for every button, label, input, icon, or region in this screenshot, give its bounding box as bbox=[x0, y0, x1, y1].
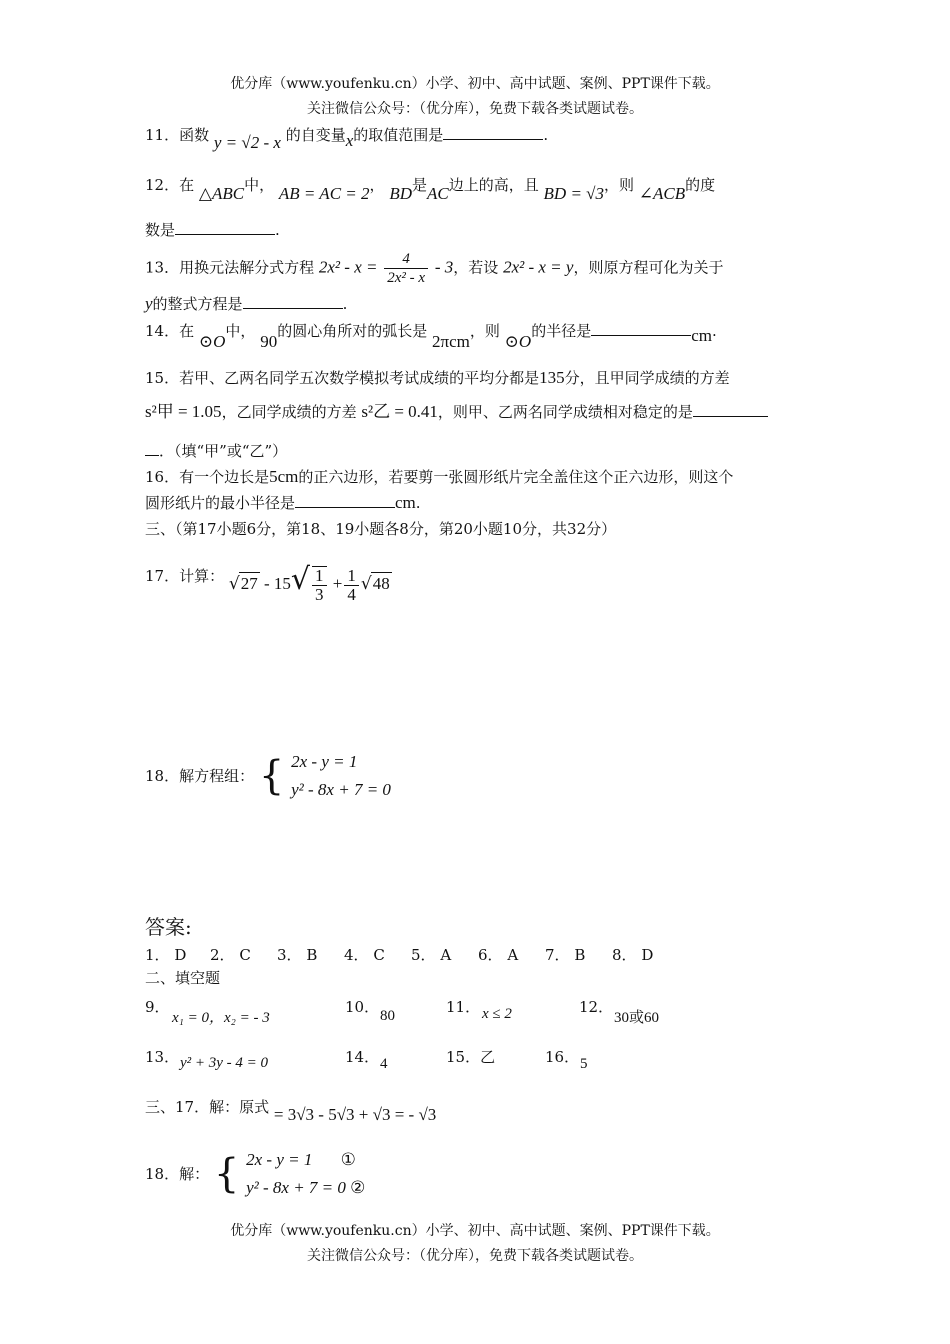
fill-answer-number: 13． bbox=[145, 1048, 180, 1066]
q18-eq2: y² - 8x + 7 = 0 bbox=[291, 780, 391, 799]
q12-shi: 是 bbox=[411, 176, 427, 194]
q17-number: 17． bbox=[145, 566, 180, 585]
answer-18 bbox=[145, 1146, 810, 1206]
q12-ac: AC bbox=[427, 184, 449, 203]
q13-pre: 用换元法解分式方程 bbox=[179, 258, 315, 277]
q18-number: 18． bbox=[145, 767, 180, 785]
q13-line2-var: y bbox=[145, 294, 153, 313]
q11-number: 11． bbox=[145, 126, 180, 144]
question-15 bbox=[145, 367, 810, 389]
question-14 bbox=[145, 320, 810, 353]
q12-dedu: 的度 bbox=[685, 176, 716, 194]
q13-post: ，则原方程可化为关于 bbox=[573, 258, 724, 277]
fill-answers-title: 二、填空题 bbox=[145, 969, 221, 987]
q18-label: 解方程组： bbox=[179, 767, 255, 785]
q15-line1b: 分，且甲同学成绩的方差 bbox=[564, 369, 730, 387]
q13-answer-blank bbox=[243, 294, 343, 309]
q17-expression: √27 - 15√ $\frac{1}{3}$ + $\frac{1}{4}$ √48 bbox=[228, 561, 390, 604]
answer-17-expression: = 3√3 - 5√3 + √3 = - √3 bbox=[273, 1105, 437, 1124]
section-3-heading: 三、（第17小题6分，第18、19小题各8分，第20小题10分，共32分） bbox=[145, 520, 617, 538]
q14-arc: 2πcm bbox=[432, 332, 470, 351]
fill-answer-number: 12． bbox=[579, 998, 614, 1016]
question-12-line-2 bbox=[145, 219, 810, 241]
q16-length: 5cm bbox=[269, 467, 299, 486]
fill-answer-value: 80 bbox=[380, 1008, 395, 1024]
q12-pre: 在 bbox=[179, 176, 195, 194]
q13-sub: 2x² - x = y bbox=[503, 257, 574, 277]
q15-line1: 若甲、乙两名同学五次数学模拟考试成绩的平均分都是 bbox=[179, 369, 540, 387]
q12-zhong: 中， bbox=[244, 176, 275, 194]
fill-answer-value: x ≤ 2 bbox=[482, 1006, 512, 1022]
fill-answer-number: 15．乙 bbox=[446, 1048, 496, 1066]
question-12 bbox=[145, 174, 810, 205]
fill-answer-value: 30或60 bbox=[614, 1010, 660, 1026]
q15-avg: 135 bbox=[539, 368, 565, 387]
answer-18-eq2: y² - 8x + 7 = 0 bbox=[246, 1178, 346, 1197]
answers-title: 答案: bbox=[145, 915, 192, 939]
q11-pre: 函数 bbox=[179, 126, 210, 144]
q16-unit: cm bbox=[395, 493, 416, 512]
answer-17-label: 三、17．解：原式 bbox=[145, 1098, 270, 1116]
fill-answer-number: 16． bbox=[545, 1048, 580, 1066]
footer-line-2: 关注微信公众号：（优分库），免费下载各类试题试卷。 bbox=[307, 1248, 643, 1264]
fill-answer-number: 10． bbox=[345, 998, 380, 1016]
q12-equation: AB = AC = 2 bbox=[278, 184, 370, 203]
q17-label: 计算： bbox=[179, 566, 225, 585]
q11-mid: 的自变量 bbox=[285, 126, 346, 144]
q11-post: 的取值范围是 bbox=[353, 126, 444, 144]
header-line-1: 优分库（www.youfenku.cn）小学、初中、高中试题、案例、PPT课件下载。 bbox=[230, 76, 720, 92]
q12-ze: ，则 bbox=[604, 176, 635, 194]
q13-frac-num: 4 bbox=[384, 250, 428, 269]
q14-circle: ⊙O bbox=[198, 332, 226, 351]
mc-answer: 7． B bbox=[545, 946, 586, 964]
q15-s-jia: s²甲 = 1.05 bbox=[145, 402, 222, 421]
q14-mid: 的圆心角所对的弧长是 bbox=[277, 322, 428, 340]
answer-18-system bbox=[246, 1146, 365, 1202]
footer-line-1: 优分库（www.youfenku.cn）小学、初中、高中试题、案例、PPT课件下载。 bbox=[230, 1223, 720, 1239]
question-17 bbox=[145, 558, 810, 608]
q15-line3: ．（填“甲”或“乙”） bbox=[159, 442, 288, 460]
brace-icon: { bbox=[213, 1151, 240, 1197]
q16-line1a: 有一个边长是 bbox=[179, 468, 270, 486]
q12-end: . bbox=[275, 221, 280, 239]
q14-post: 的半径是 bbox=[531, 322, 592, 340]
circled-one-icon: ① bbox=[340, 1150, 356, 1169]
q14-answer-blank bbox=[591, 321, 691, 336]
answer-18-eq1: 2x - y = 1 bbox=[246, 1150, 313, 1169]
q14-pre: 在 bbox=[179, 322, 195, 340]
q15-post: ，则甲、乙两名同学成绩相对稳定的是 bbox=[437, 403, 693, 421]
answer-18-label: 18．解： bbox=[145, 1165, 210, 1183]
q12-answer-blank bbox=[175, 220, 275, 235]
q11-answer-blank bbox=[443, 125, 543, 140]
question-15-line-3 bbox=[145, 440, 810, 462]
mc-answer: 2． C bbox=[210, 946, 251, 964]
q16-line2: 圆形纸片的最小半径是 bbox=[145, 494, 296, 512]
mc-answer: 1． D bbox=[145, 946, 187, 964]
sqrt-icon: √ bbox=[360, 573, 372, 594]
mc-answer: 8． D bbox=[612, 946, 654, 964]
q13-frac-den: 2x² - x bbox=[387, 270, 426, 286]
q11-formula: y = √2 - x bbox=[213, 133, 281, 152]
fill-answer-value: x₁ = 0，x₂ = - 3 bbox=[172, 1010, 270, 1026]
q12-angle: ∠ACB bbox=[638, 184, 686, 203]
mc-answer: 6． A bbox=[478, 946, 519, 964]
q15-number: 15． bbox=[145, 369, 180, 387]
q14-ze: ，则 bbox=[469, 322, 500, 340]
fill-answer-number: 11． bbox=[446, 998, 481, 1016]
q14-zhong: 中， bbox=[225, 322, 256, 340]
mc-answer: 3． B bbox=[277, 946, 318, 964]
q12-bian: 边上的高，且 bbox=[448, 176, 539, 194]
q11-end: . bbox=[543, 126, 549, 144]
q13-rhs: - 3 bbox=[434, 257, 454, 277]
question-11 bbox=[145, 124, 810, 154]
q13-lhs: 2x² - x = bbox=[318, 257, 378, 277]
question-15-line-2 bbox=[145, 401, 810, 423]
q11-var: x bbox=[345, 131, 354, 150]
q15-s-yi: s²乙 = 0.41 bbox=[361, 402, 438, 421]
fill-answer-value: y² + 3y - 4 = 0 bbox=[180, 1055, 269, 1071]
fill-answer-number: 14． bbox=[345, 1048, 380, 1066]
q12-bd-value: BD = √3 bbox=[543, 184, 604, 203]
circled-two-icon: ② bbox=[350, 1178, 366, 1197]
q13-line2: 的整式方程是 bbox=[152, 295, 243, 313]
q14-circle-2: ⊙O bbox=[504, 332, 532, 351]
q13-number: 13． bbox=[145, 258, 180, 277]
q14-end: . bbox=[712, 322, 717, 340]
mc-answer: 4． C bbox=[344, 946, 385, 964]
q15-blank-tail bbox=[145, 441, 159, 456]
mc-answer: 5． A bbox=[411, 946, 452, 964]
answer-17 bbox=[145, 1096, 810, 1124]
question-16 bbox=[145, 466, 810, 488]
q12-line2: 数是 bbox=[145, 221, 176, 239]
fill-answer-number: 9． bbox=[145, 998, 170, 1016]
q12-number: 12． bbox=[145, 176, 180, 194]
q13-mid: ，若设 bbox=[453, 258, 499, 277]
q14-number: 14． bbox=[145, 322, 180, 340]
q13-fraction bbox=[384, 250, 428, 287]
question-18 bbox=[145, 748, 810, 808]
q15-answer-blank bbox=[693, 402, 768, 417]
question-16-line-2 bbox=[145, 492, 810, 514]
q12-comma: ， bbox=[369, 176, 385, 194]
q16-line1b: 的正六边形，若要剪一张圆形纸片完全盖住这个正六边形，则这个 bbox=[298, 468, 734, 486]
fill-answer-value: 4 bbox=[380, 1056, 388, 1072]
q16-answer-blank bbox=[295, 493, 395, 508]
q12-bd: BD bbox=[389, 184, 412, 203]
brace-icon: { bbox=[258, 753, 285, 799]
sqrt-icon: √ bbox=[290, 561, 311, 597]
question-13-line-2 bbox=[145, 293, 810, 315]
q14-unit: cm bbox=[691, 326, 712, 345]
q12-triangle: △ABC bbox=[198, 184, 245, 203]
question-13 bbox=[145, 250, 810, 287]
q16-end: . bbox=[415, 494, 421, 512]
sqrt-icon: √ bbox=[228, 573, 240, 594]
header-line-2: 关注微信公众号：（优分库），免费下载各类试题试卷。 bbox=[307, 101, 643, 117]
q15-mid: ，乙同学成绩的方差 bbox=[221, 403, 357, 421]
q18-eq1: 2x - y = 1 bbox=[291, 752, 358, 771]
q16-number: 16． bbox=[145, 468, 180, 486]
q13-end: . bbox=[342, 295, 348, 313]
q18-system bbox=[291, 748, 391, 804]
fill-answer-value: 5 bbox=[580, 1056, 588, 1072]
q14-angle: 90 bbox=[260, 332, 278, 351]
